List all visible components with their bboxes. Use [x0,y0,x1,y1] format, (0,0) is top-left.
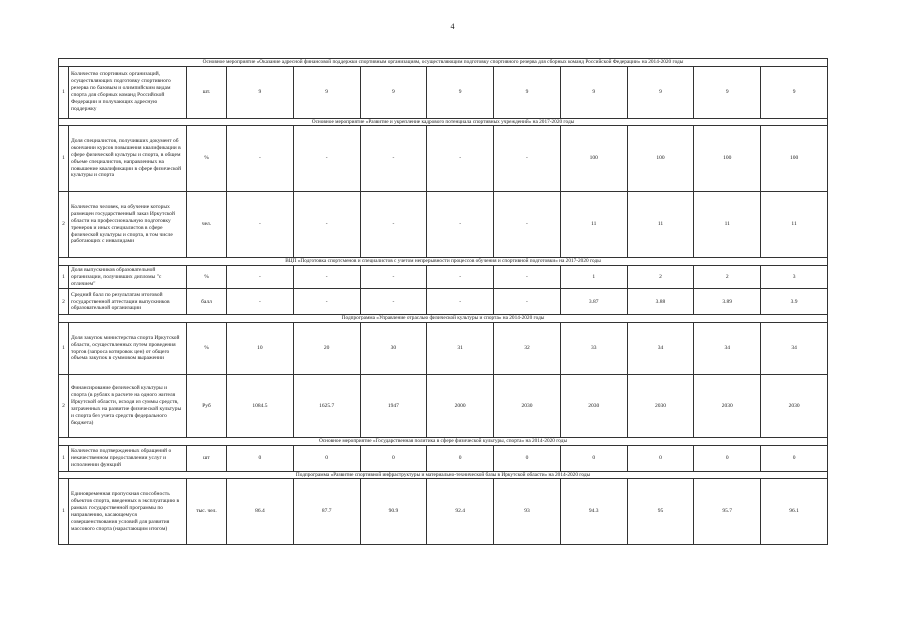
indicator-value: - [427,289,494,315]
indicator-value: 0 [627,445,694,471]
section-header-row [59,118,828,126]
indicator-value: 9 [560,66,627,118]
indicator-value: 11 [694,192,761,258]
indicator-value: - [227,265,294,289]
page-number: 4 [450,22,455,31]
indicator-value: 92.4 [427,479,494,545]
table-row [59,126,828,192]
indicator-value: 9 [627,66,694,118]
indicator-name: Финансирование физической культуры и спорта (в рублях в расчете на одного жителя Иркутской области, исходя из суммы средств, затраченных на развитие физической культуры и спорта без учета средств федерального бюджета) [69,375,187,438]
indicator-value: 1947 [360,375,427,438]
table-row [59,375,828,438]
row-number: 2 [59,375,69,438]
indicator-value: - [360,192,427,258]
row-number: 1 [59,323,69,375]
indicators-table [58,58,828,545]
indicator-value: - [494,265,561,289]
indicator-value: 1084.5 [227,375,294,438]
table-row [59,66,828,118]
row-number: 1 [59,445,69,471]
indicator-value: 87.7 [293,479,360,545]
indicator-value: - [293,192,360,258]
indicator-value: - [293,126,360,192]
indicator-value: 0 [360,445,427,471]
row-number: 1 [59,126,69,192]
indicator-value: - [360,126,427,192]
row-number: 1 [59,479,69,545]
indicator-value: 9 [360,66,427,118]
indicator-value: - [427,126,494,192]
unit-of-measure: % [187,126,227,192]
unit-of-measure: балл [187,289,227,315]
section-title: Подпрограмма «Управление отраслью физической культуры и спорта» на 2014-2020 годы [59,315,828,323]
indicator-value: 2 [694,265,761,289]
indicator-value: 100 [560,126,627,192]
indicator-value: 100 [694,126,761,192]
indicator-name: Доля специалистов, получивших документ об окончании курсов повышения квалификации в сфере физической культуры и спорта, в общем объеме специалистов, направленных на повышение квалификации в сфере физической культуры и спорта [69,126,187,192]
section-title: Основное мероприятие «Оказание адресной финансовой поддержки спортивным организациям, осуществляющим подготовку спортивного резерва для сборных команд Российской Федерации» на 2014-2020 годы [59,59,828,67]
unit-of-measure: шт. [187,66,227,118]
indicator-value: 11 [761,192,828,258]
table-row [59,289,828,315]
indicator-value: - [427,192,494,258]
indicator-value: 0 [227,445,294,471]
indicator-value: 2030 [560,375,627,438]
indicator-value: - [360,265,427,289]
indicator-name: Единовременная пропускная способность объектов спорта, введенных в эксплуатацию в рамках государственной программы по направлению, касающемуся совершенствования условий для развития массового спорта (нарастающим итогом) [69,479,187,545]
indicator-value: 0 [494,445,561,471]
section-header-row [59,59,828,67]
indicator-name: Средний балл по результатам итоговой государственной аттестации выпускников образовательной организации [69,289,187,315]
indicator-value: - [494,126,561,192]
indicator-value: 1625.7 [293,375,360,438]
indicator-value: 0 [560,445,627,471]
indicator-value: - [227,126,294,192]
indicator-value: - [427,265,494,289]
indicator-value: 34 [761,323,828,375]
indicator-name: Количество подтвержденных обращений о некачественном предоставлении услуг и исполнении функций [69,445,187,471]
row-number: 1 [59,265,69,289]
section-header-row [59,258,828,266]
section-title: Основное мероприятие «Развитие и укрепление кадрового потенциала спортивных учреждений» на 2017-2020 годы [59,118,828,126]
section-title: ВЦП «Подготовка спортсменов и специалистов с учетом непрерывности процессов обучения и спортивной подготовки» на 2017-2020 годы [59,258,828,266]
table-row [59,479,828,545]
indicator-value: 9 [494,66,561,118]
unit-of-measure: Руб [187,375,227,438]
indicator-value: 3.9 [761,289,828,315]
unit-of-measure: тыс. чел. [187,479,227,545]
indicator-value: 9 [293,66,360,118]
indicator-value: 0 [293,445,360,471]
indicator-value: 11 [560,192,627,258]
indicator-name: Доля выпускников образовательной организации, получивших дипломы "с отличием" [69,265,187,289]
indicator-value: 94.3 [560,479,627,545]
indicator-value: 33 [560,323,627,375]
indicator-value: - [227,192,294,258]
indicator-value: 2 [627,265,694,289]
indicator-value: 2030 [761,375,828,438]
indicator-value: - [360,289,427,315]
indicator-value: 30 [360,323,427,375]
indicator-value: 34 [627,323,694,375]
indicator-value: 0 [761,445,828,471]
indicator-value: 9 [761,66,828,118]
indicator-value: 93 [494,479,561,545]
indicator-value: 95.7 [694,479,761,545]
indicator-value: 3.89 [694,289,761,315]
section-header-row [59,438,828,446]
row-number: 1 [59,66,69,118]
indicator-value: - [494,192,561,258]
indicator-value: 90.9 [360,479,427,545]
unit-of-measure: шт [187,445,227,471]
indicator-value: 1 [560,265,627,289]
table-row [59,323,828,375]
indicator-value: 2030 [494,375,561,438]
indicator-value: 3.87 [560,289,627,315]
row-number: 2 [59,289,69,315]
indicator-value: 86.4 [227,479,294,545]
indicator-value: 95 [627,479,694,545]
indicator-value: 9 [427,66,494,118]
indicator-name: Количество человек, на обучение которых размещен государственный заказ Иркутской области на профессиональную подготовку тренеров и иных специалистов в сфере физической культуры и спорта, в том числе работающих с инвалидами [69,192,187,258]
indicator-name: Доля закупок министерства спорта Иркутской области, осуществленных путем проведения торгов (запроса котировок цен) от общего объема закупок в суммовом выражении [69,323,187,375]
indicator-value: - [227,289,294,315]
indicator-value: 2030 [694,375,761,438]
table-row [59,192,828,258]
section-title: Основное мероприятие «Государственная политика в сфере физической культуры, спорта» на 2014-2020 годы [59,438,828,446]
indicator-value: 0 [427,445,494,471]
indicator-value: 34 [694,323,761,375]
indicator-value: - [494,289,561,315]
row-number: 2 [59,192,69,258]
unit-of-measure: % [187,323,227,375]
section-header-row [59,315,828,323]
indicator-value: 2030 [627,375,694,438]
section-title: Подпрограмма «Развитие спортивной инфраструктуры и материально-технической базы в Иркутской области» на 2014-2020 годы [59,471,828,479]
indicator-value: 11 [627,192,694,258]
indicator-value: 0 [694,445,761,471]
indicator-value: 20 [293,323,360,375]
indicator-value: - [293,289,360,315]
unit-of-measure: чел. [187,192,227,258]
indicator-value: - [293,265,360,289]
indicator-value: 3 [761,265,828,289]
table-row [59,265,828,289]
indicator-value: 100 [627,126,694,192]
indicator-value: 100 [761,126,828,192]
indicator-value: 9 [694,66,761,118]
section-header-row [59,471,828,479]
unit-of-measure: % [187,265,227,289]
indicator-value: 10 [227,323,294,375]
indicator-value: 32 [494,323,561,375]
indicator-value: 3.88 [627,289,694,315]
indicator-value: 96.1 [761,479,828,545]
table-row [59,445,828,471]
indicator-value: 2000 [427,375,494,438]
indicator-name: Количество спортивных организаций, осуществляющих подготовку спортивного резерва по базовым и олимпийским видам спорта для сборных команд Российской Федерации и получающих адресную поддержку [69,66,187,118]
indicator-value: 31 [427,323,494,375]
indicator-value: 9 [227,66,294,118]
